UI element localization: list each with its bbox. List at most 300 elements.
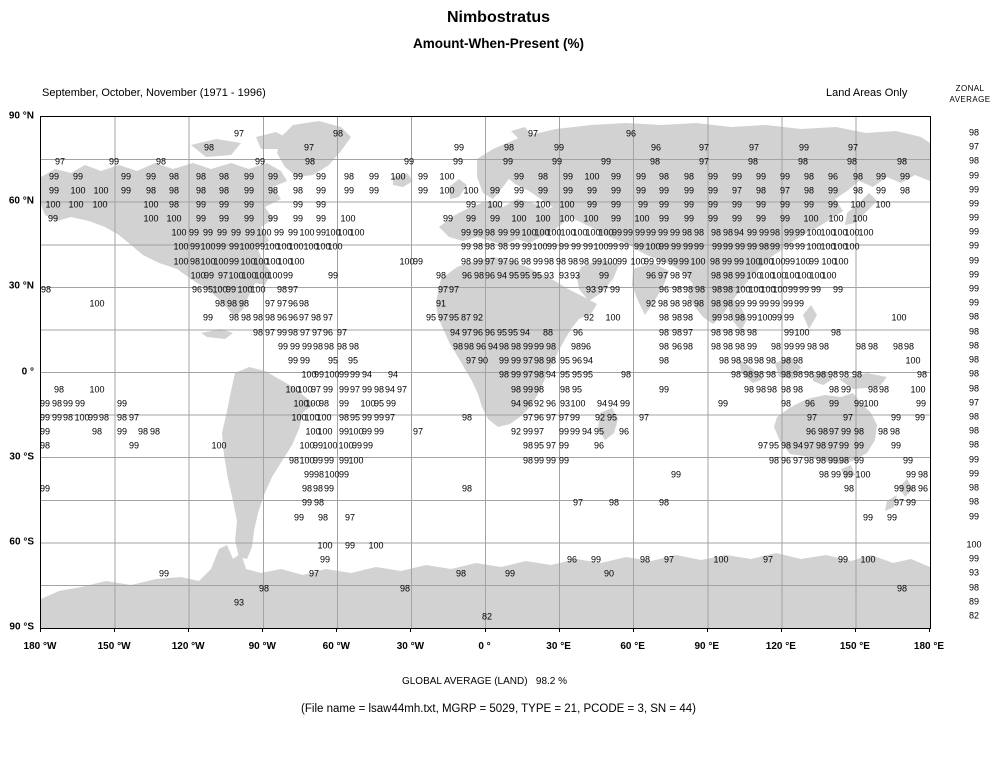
grid-value: 99: [637, 199, 649, 210]
grid-value: 96: [572, 327, 584, 338]
grid-value: 100: [240, 256, 256, 267]
grid-value: 100: [348, 455, 364, 466]
grid-value: 90: [603, 568, 615, 579]
grid-value: 100: [546, 227, 562, 238]
grid-value: 96: [522, 398, 534, 409]
grid-value: 99: [244, 227, 256, 238]
grid-value: 99: [643, 256, 655, 267]
grid-value: 98: [710, 298, 722, 309]
grid-value: 100: [368, 540, 384, 551]
zonal-header-line1: ZONAL: [955, 84, 985, 93]
grid-value: 100: [338, 440, 354, 451]
grid-value: 99: [338, 398, 350, 409]
grid-value: 99: [658, 185, 670, 196]
grid-value: 100: [340, 213, 356, 224]
grid-value: 100: [93, 185, 109, 196]
grid-value: 98: [917, 469, 929, 480]
grid-value: 96: [625, 128, 637, 139]
grid-value: 95: [425, 312, 437, 323]
grid-value: 99: [243, 213, 255, 224]
grid-value: 99: [442, 213, 454, 224]
grid-value: 98: [742, 355, 754, 366]
grid-value: 98: [657, 298, 669, 309]
grid-value: 100: [806, 227, 822, 238]
grid-value: 98: [746, 327, 758, 338]
grid-value: 98: [896, 156, 908, 167]
grid-value: 100: [322, 440, 338, 451]
zonal-average-value: 98: [968, 368, 980, 379]
grid-value: 97: [731, 185, 743, 196]
zonal-average-value: 98: [968, 311, 980, 322]
grid-value: 99: [87, 412, 99, 423]
grid-value: 96: [805, 426, 817, 437]
grid-value: 98: [452, 341, 464, 352]
grid-value: 98: [252, 327, 264, 338]
grid-value: 97: [522, 412, 534, 423]
grid-value: 98: [710, 341, 722, 352]
zonal-average-value: 98: [968, 411, 980, 422]
grid-value: 99: [783, 327, 795, 338]
grid-value: 96: [484, 270, 496, 281]
grid-value: 99: [707, 171, 719, 182]
grid-value: 98: [399, 583, 411, 594]
grid-value: 98: [722, 227, 734, 238]
grid-value: 99: [452, 156, 464, 167]
grid-value: 100: [535, 213, 551, 224]
grid-value: 99: [323, 455, 335, 466]
grid-value: 100: [324, 369, 340, 380]
grid-value: 99: [301, 497, 313, 508]
grid-value: 100: [267, 270, 283, 281]
grid-value: 98: [310, 312, 322, 323]
grid-value: 98: [484, 227, 496, 238]
lon-tick-label: 180 °W: [23, 641, 57, 652]
grid-value: 97: [522, 355, 534, 366]
grid-value: 100: [288, 241, 304, 252]
grid-value: 99: [734, 298, 746, 309]
grid-value: 98: [843, 483, 855, 494]
grid-value: 98: [288, 455, 300, 466]
grid-value: 99: [794, 241, 806, 252]
grid-value: 98: [267, 185, 279, 196]
grid-value: 100: [760, 284, 776, 295]
grid-value: 99: [853, 455, 865, 466]
grid-value: 99: [215, 241, 227, 252]
grid-value: 99: [292, 171, 304, 182]
grid-value: 98: [461, 412, 473, 423]
grid-value: 99: [373, 412, 385, 423]
grid-value: 99: [510, 355, 522, 366]
grid-value: 99: [769, 241, 781, 252]
grid-value: 95: [571, 369, 583, 380]
grid-value: 99: [292, 199, 304, 210]
grid-value: 99: [225, 284, 237, 295]
grid-value: 98: [838, 369, 850, 380]
grid-value: 99: [267, 171, 279, 182]
grid-value: 99: [489, 213, 501, 224]
grid-value: 99: [783, 241, 795, 252]
grid-value: 99: [669, 227, 681, 238]
grid-value: 100: [285, 384, 301, 395]
grid-value: 100: [605, 312, 621, 323]
grid-value: 98: [722, 341, 734, 352]
grid-value: 98: [753, 369, 765, 380]
grid-value: 99: [108, 156, 120, 167]
grid-value: 99: [902, 455, 914, 466]
grid-value: 100: [891, 312, 907, 323]
grid-value: 96: [322, 327, 334, 338]
grid-value: 98: [455, 568, 467, 579]
grid-value: 99: [707, 185, 719, 196]
grid-value: 96: [191, 284, 203, 295]
grid-value: 96: [618, 426, 630, 437]
grid-value: 98: [815, 369, 827, 380]
grid-value: 97: [308, 568, 320, 579]
zonal-average-value: 98: [968, 425, 980, 436]
grid-value: 97: [558, 412, 570, 423]
grid-value: 99: [600, 156, 612, 167]
grid-value: 100: [190, 270, 206, 281]
grid-value: 99: [368, 185, 380, 196]
season-label: September, October, November (1971 - 1996): [42, 87, 266, 99]
zonal-average-value: 100: [966, 539, 982, 550]
lon-tick-label: 90 °W: [248, 641, 276, 652]
grid-value: 99: [120, 185, 132, 196]
grid-value: 97: [311, 327, 323, 338]
grid-value: 97: [682, 327, 694, 338]
zonal-average-value: 99: [968, 511, 980, 522]
grid-value: 98: [758, 241, 770, 252]
grid-value: 100: [241, 270, 257, 281]
grid-value: 96: [571, 355, 583, 366]
grid-value: 99: [145, 171, 157, 182]
grid-value: 98: [51, 398, 63, 409]
grid-value: 99: [72, 171, 84, 182]
grid-value: 96: [287, 298, 299, 309]
grid-value: 98: [896, 583, 908, 594]
grid-value: 97: [827, 440, 839, 451]
lon-tick-label: 60 °W: [322, 641, 350, 652]
grid-value: 99: [417, 185, 429, 196]
grid-value: 100: [905, 355, 921, 366]
grid-value: 98: [792, 355, 804, 366]
grid-value: 97: [336, 327, 348, 338]
grid-value: 99: [228, 241, 240, 252]
grid-value: 100: [324, 469, 340, 480]
grid-value: 97: [597, 284, 609, 295]
grid-value: 98: [218, 185, 230, 196]
grid-value: 100: [832, 241, 848, 252]
grid-value: 99: [243, 185, 255, 196]
grid-value: 99: [783, 227, 795, 238]
grid-value: 99: [862, 512, 874, 523]
grid-value: 99: [315, 227, 327, 238]
grid-value: 99: [558, 426, 570, 437]
grid-value: 98: [484, 241, 496, 252]
grid-value: 100: [143, 199, 159, 210]
grid-value: 98: [226, 298, 238, 309]
grid-value: 99: [287, 355, 299, 366]
grid-value: 99: [522, 426, 534, 437]
grid-value: 94: [519, 327, 531, 338]
grid-value: 99: [39, 483, 51, 494]
grid-value: 98: [815, 455, 827, 466]
grid-value: 98: [40, 284, 52, 295]
grid-value: 99: [403, 156, 415, 167]
grid-value: 98: [533, 384, 545, 395]
grid-value: 94: [361, 369, 373, 380]
grid-value: 99: [830, 469, 842, 480]
grid-value: 100: [303, 241, 319, 252]
grid-value: 98: [168, 199, 180, 210]
grid-value: 98: [693, 298, 705, 309]
grid-value: 99: [338, 369, 350, 380]
grid-value: 95: [327, 355, 339, 366]
grid-value: 100: [572, 227, 588, 238]
grid-value: 99: [707, 213, 719, 224]
grid-value: 99: [385, 398, 397, 409]
grid-value: 99: [48, 171, 60, 182]
grid-value: 98: [312, 341, 324, 352]
grid-value: 99: [828, 398, 840, 409]
grid-value: 99: [794, 341, 806, 352]
grid-value: 98: [137, 426, 149, 437]
grid-value: 97: [522, 369, 534, 380]
grid-value: 99: [521, 241, 533, 252]
grid-value: 98: [520, 256, 532, 267]
grid-value: 99: [533, 455, 545, 466]
grid-value: 99: [711, 241, 723, 252]
grid-value: 97: [803, 440, 815, 451]
grid-value: 99: [905, 469, 917, 480]
grid-value: 98: [463, 341, 475, 352]
grid-value: 98: [228, 312, 240, 323]
grid-value: 99: [319, 554, 331, 565]
grid-value: 100: [852, 213, 868, 224]
zonal-header-line2: AVERAGE: [949, 95, 991, 104]
grid-value: 99: [509, 241, 521, 252]
grid-value: 100: [173, 241, 189, 252]
grid-value: 98: [116, 412, 128, 423]
grid-value: 96: [461, 270, 473, 281]
grid-value: 98: [818, 469, 830, 480]
grid-value: 100: [511, 213, 527, 224]
grid-value: 98: [710, 270, 722, 281]
grid-value: 99: [351, 440, 363, 451]
grid-value: 99: [658, 384, 670, 395]
grid-value: 100: [821, 256, 837, 267]
grid-value: 97: [412, 426, 424, 437]
grid-value: 98: [332, 128, 344, 139]
grid-value: 98: [620, 369, 632, 380]
grid-value: 98: [722, 327, 734, 338]
grid-value: 98: [730, 369, 742, 380]
grid-value: 98: [780, 398, 792, 409]
grid-value: 99: [731, 199, 743, 210]
grid-value: 99: [783, 341, 795, 352]
grid-value: 100: [200, 241, 216, 252]
grid-value: 99: [711, 312, 723, 323]
grid-value: 100: [521, 227, 537, 238]
grid-value: 98: [681, 227, 693, 238]
grid-value: 99: [562, 185, 574, 196]
grid-value: 100: [803, 213, 819, 224]
grid-value: 98: [510, 341, 522, 352]
grid-value: 99: [658, 213, 670, 224]
grid-value: 94: [596, 398, 608, 409]
grid-value: 98: [734, 312, 746, 323]
grid-value: 99: [810, 284, 822, 295]
grid-value: 97: [465, 355, 477, 366]
grid-value: 99: [633, 241, 645, 252]
grid-value: 95: [533, 440, 545, 451]
lon-tick-label: 150 °E: [839, 641, 870, 652]
grid-value: 99: [635, 171, 647, 182]
grid-value: 98: [312, 483, 324, 494]
zonal-average-value: 99: [968, 240, 980, 251]
grid-value: 94: [384, 384, 396, 395]
lon-axis-tick: [40, 629, 41, 632]
zonal-average-value: 98: [968, 383, 980, 394]
grid-value: 97: [792, 455, 804, 466]
grid-value: 100: [855, 469, 871, 480]
grid-value: 96: [566, 554, 578, 565]
grid-value: 100: [784, 270, 800, 281]
grid-value: 99: [842, 469, 854, 480]
grid-value: 95: [373, 398, 385, 409]
grid-value: 99: [582, 241, 594, 252]
grid-value: 100: [304, 412, 320, 423]
grid-value: 98: [838, 455, 850, 466]
grid-value: 97: [828, 426, 840, 437]
grid-value: 99: [769, 298, 781, 309]
grid-value: 99: [794, 227, 806, 238]
grid-value: 98: [681, 298, 693, 309]
grid-value: 100: [316, 412, 332, 423]
grid-value: 98: [718, 355, 730, 366]
grid-value: 100: [532, 241, 548, 252]
grid-value: 99: [890, 412, 902, 423]
grid-value: 96: [645, 270, 657, 281]
zonal-average-value: 99: [968, 269, 980, 280]
zonal-average-value: 99: [968, 468, 980, 479]
grid-value: 98: [214, 298, 226, 309]
lat-tick-label: 30 °N: [8, 280, 34, 292]
grid-value: 98: [317, 512, 329, 523]
grid-value: 98: [765, 369, 777, 380]
grid-value: 99: [746, 298, 758, 309]
grid-value: 99: [362, 440, 374, 451]
grid-value: 99: [658, 199, 670, 210]
grid-value: 95: [559, 355, 571, 366]
zonal-average-value: 99: [968, 297, 980, 308]
grid-value: 99: [343, 185, 355, 196]
grid-value: 99: [188, 227, 200, 238]
grid-value: 100: [305, 426, 321, 437]
grid-value: 98: [510, 384, 522, 395]
grid-value: 99: [338, 455, 350, 466]
grid-value: 99: [243, 199, 255, 210]
grid-value: 100: [821, 270, 837, 281]
grid-value: 99: [322, 384, 334, 395]
grid-value: 98: [537, 171, 549, 182]
zonal-average-value: 99: [968, 212, 980, 223]
grid-value: 98: [435, 270, 447, 281]
grid-value: 98: [755, 384, 767, 395]
global-average-label: GLOBAL AVERAGE (LAND) 98.2 %: [401, 676, 568, 687]
grid-value: 99: [905, 497, 917, 508]
grid-value: 98: [747, 156, 759, 167]
grid-value: 100: [213, 256, 229, 267]
grid-value: 99: [655, 256, 667, 267]
grid-value: 99: [683, 213, 695, 224]
grid-value: 99: [537, 185, 549, 196]
grid-value: 100: [265, 256, 281, 267]
grid-value: 99: [293, 512, 305, 523]
grid-value: 98: [780, 369, 792, 380]
grid-value: 97: [806, 412, 818, 423]
zonal-average-value: 98: [968, 439, 980, 450]
grid-value: 99: [793, 298, 805, 309]
grid-value: 92: [472, 312, 484, 323]
grid-value: 96: [593, 440, 605, 451]
grid-value: 97: [128, 412, 140, 423]
grid-value: 98: [792, 384, 804, 395]
grid-value: 99: [361, 412, 373, 423]
grid-value: 98: [710, 327, 722, 338]
grid-value: 98: [682, 312, 694, 323]
grid-value: 98: [671, 312, 683, 323]
grid-value: 99: [722, 241, 734, 252]
grid-value: 98: [218, 171, 230, 182]
grid-value: 98: [608, 497, 620, 508]
grid-value: 92: [594, 412, 606, 423]
grid-value: 98: [803, 455, 815, 466]
grid-value: 98: [711, 284, 723, 295]
grid-value: 99: [734, 241, 746, 252]
grid-value: 99: [890, 440, 902, 451]
grid-value: 99: [755, 199, 767, 210]
grid-value: 99: [116, 398, 128, 409]
lon-axis-tick: [262, 629, 263, 632]
grid-value: 96: [276, 312, 288, 323]
grid-value: 99: [303, 469, 315, 480]
grid-value: 99: [465, 213, 477, 224]
grid-value: 99: [779, 171, 791, 182]
grid-value: 99: [277, 341, 289, 352]
grid-value: 98: [91, 426, 103, 437]
grid-value: 97: [893, 497, 905, 508]
grid-value: 100: [833, 256, 849, 267]
grid-value: 99: [721, 256, 733, 267]
grid-value: 100: [584, 171, 600, 182]
grid-value: 97: [396, 384, 408, 395]
lon-tick-label: 150 °W: [97, 641, 131, 652]
grid-value: 97: [657, 270, 669, 281]
grid-value: 100: [277, 256, 293, 267]
grid-value: 98: [658, 171, 670, 182]
grid-value: 97: [545, 440, 557, 451]
grid-value: 98: [769, 227, 781, 238]
grid-value: 98: [533, 369, 545, 380]
page-title: Nimbostratus: [446, 9, 551, 26]
grid-value: 95: [559, 369, 571, 380]
grid-value: 98: [258, 583, 270, 594]
grid-value: 100: [315, 241, 331, 252]
grid-value: 98: [770, 341, 782, 352]
grid-value: 100: [602, 256, 618, 267]
grid-value: 94: [792, 440, 804, 451]
